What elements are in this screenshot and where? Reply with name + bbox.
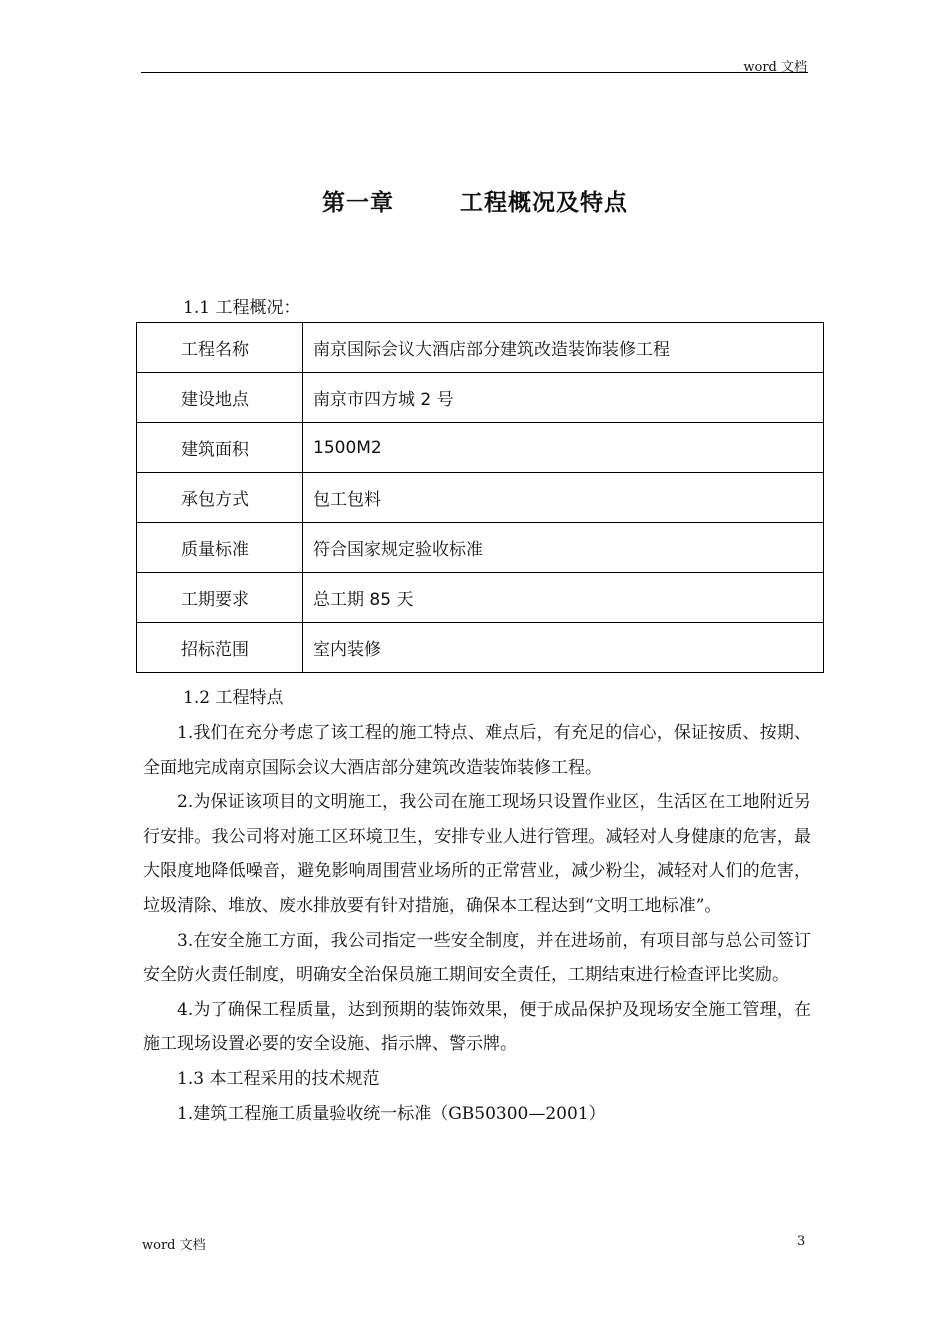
- paragraph: 3.在安全施工方面，我公司指定一些安全制度，并在进场前，有项目部与总公司签订安全防火责任制度，明确安全治保员施工期间安全责任，工期结束进行检查评比奖励。: [143, 930, 811, 986]
- header-divider: [141, 72, 808, 73]
- table-cell-label: 建筑面积: [137, 423, 303, 473]
- table-cell-label: 质量标准: [137, 523, 303, 573]
- paragraph: 2.为保证该项目的文明施工，我公司在施工现场只设置作业区，生活区在工地附近另行安排。我公司将对施工区环境卫生，安排专业人进行管理。减轻对人身健康的危害，最大限度地降低噪音，避免影响周围营业场所的正常营业，减少粉尘，减轻对人们的危害，垃圾清除、堆放、废水排放要有针对措施，确保本工程达到“文明工地标准”。: [143, 792, 811, 916]
- section-heading-1-2: 1.2 工程特点: [183, 688, 284, 708]
- chapter-number: 第一章: [322, 190, 394, 216]
- table-cell-value: 符合国家规定验收标准: [303, 523, 824, 573]
- table-cell-label: 承包方式: [137, 473, 303, 523]
- table-cell-value: 室内装修: [303, 623, 824, 673]
- table-cell-label: 工期要求: [137, 573, 303, 623]
- project-overview-table: [136, 322, 824, 673]
- table-cell-value: 1500M2: [303, 423, 824, 473]
- table-cell-label: 工程名称: [137, 323, 303, 373]
- paragraph: 1.我们在充分考虑了该工程的施工特点、难点后，有充足的信心，保证按质、按期、全面地完成南京国际会议大酒店部分建筑改造装饰装修工程。: [143, 723, 811, 778]
- body-text: [143, 716, 811, 1131]
- table-row: [137, 623, 824, 673]
- table-cell-label: 招标范围: [137, 623, 303, 673]
- section-heading-1-1: 1.1 工程概况：: [183, 298, 301, 318]
- table-cell-value: 总工期 85 天: [303, 573, 824, 623]
- table-row: [137, 423, 824, 473]
- section-heading-1-3: 1.3 本工程采用的技术规范: [177, 1068, 380, 1089]
- table-row: [137, 373, 824, 423]
- chapter-heading: 工程概况及特点: [460, 190, 628, 216]
- table-cell-label: 建设地点: [137, 373, 303, 423]
- table-row: [137, 523, 824, 573]
- chapter-title: [0, 184, 950, 217]
- page-header: word 文档: [743, 60, 807, 75]
- table-row: [137, 473, 824, 523]
- page-footer: word 文档: [142, 1238, 206, 1253]
- table-cell-value: 南京国际会议大酒店部分建筑改造装饰装修工程: [303, 323, 824, 373]
- table-cell-value: 南京市四方城 2 号: [303, 373, 824, 423]
- table-row: [137, 573, 824, 623]
- table-cell-value: 包工包料: [303, 473, 824, 523]
- paragraph: 1.建筑工程施工质量验收统一标准（GB50300—2001）: [177, 1103, 606, 1124]
- page-number: 3: [797, 1234, 806, 1249]
- paragraph: 4.为了确保工程质量，达到预期的装饰效果，便于成品保护及现场安全施工管理，在施工现场设置必要的安全设施、指示牌、警示牌。: [143, 999, 811, 1055]
- table-row: [137, 323, 824, 373]
